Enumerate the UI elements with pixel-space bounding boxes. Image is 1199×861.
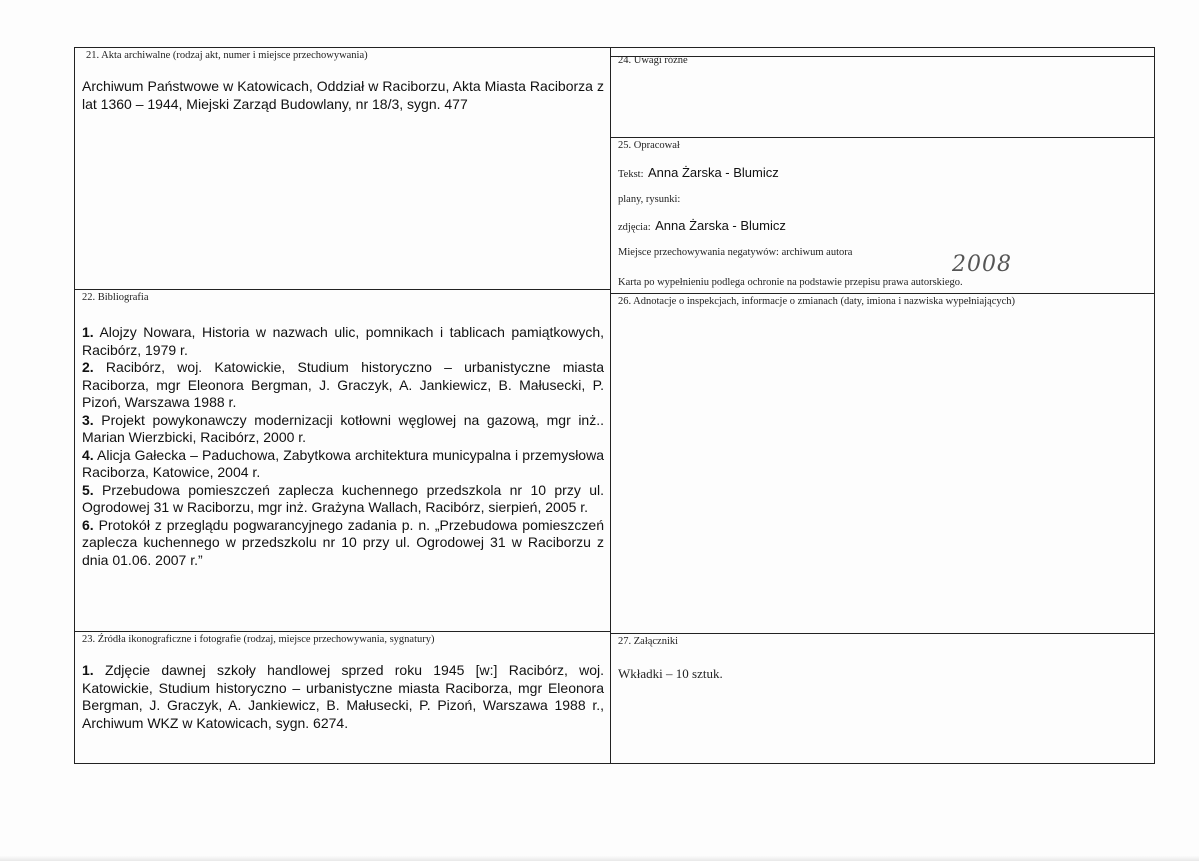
bibliography-item xyxy=(82,517,604,570)
section-25-label: 25. Opracował xyxy=(618,140,680,151)
section-23-item-text: Zdjęcie dawnej szkoły handlowej sprzed roku 1945 [w:] Racibórz, woj. Katowickie, Studium historyczno – urbanistyczne miasta Raciborza, mgr Eleonora Bergman, J. Graczyk, A. Jankiewicz, B. Małusecki, P. Pizoń, Warszawa 1988 r., Archiwum WKZ w Katowicach, sygn. 6274. xyxy=(82,662,604,731)
bibliography-item-text: Alojzy Nowara, Historia w nazwach ulic, pomnikach i tablicach pamiątkowych, Racibórz, 1979 r. xyxy=(82,324,604,358)
bibliography-item-number: 4. xyxy=(82,446,94,463)
column-divider xyxy=(610,47,611,764)
section-27-label: 27. Załączniki xyxy=(618,636,679,647)
tekst-value: Anna Żarska - Blumicz xyxy=(647,165,779,180)
section-21-text: Archiwum Państwowe w Katowicach, Oddział w Raciborzu, Akta Miasta Raciborza z lat 1360 – 1944, Miejski Zarząd Budowlany, nr 18/3, sygn. 477 xyxy=(82,78,604,112)
bibliography-item xyxy=(82,482,604,517)
bibliography-item-text: Przebudowa pomieszczeń zaplecza kuchennego przedszkola nr 10 przy ul. Ogrodowej 31 w Raciborzu, mgr inż. Grażyna Wallach, Racibórz, sierpień, 2005 r. xyxy=(82,481,604,515)
bibliography-item xyxy=(82,412,604,447)
section-22-label: 22. Bibliografia xyxy=(82,292,149,303)
section-26 xyxy=(618,295,1153,631)
section-23-item xyxy=(80,662,604,732)
copyright-note: Karta po wypełnieniu podlega ochronie na podstawie przepisu prawa autorskiego. xyxy=(618,277,963,288)
divider-26-27 xyxy=(610,633,1155,634)
zdjecia-label: zdjęcia: xyxy=(618,222,651,233)
bibliography-item-text: Protokół z przeglądu pogwarancyjnego zadania p. n. „Przebudowa pomieszczeń zaplecza kuchennego w przedszkolu nr 10 przy ul. Ogrodowej 31 w Raciborzu z dnia 01.06. 2007 r.” xyxy=(82,516,604,568)
section-24-label: 24. Uwagi różne xyxy=(618,55,688,66)
divider-25-26 xyxy=(610,293,1155,294)
section-23-label: 23. Źródła ikonograficzne i fotografie (rodzaj, miejsce przechowywania, sygnatury) xyxy=(82,634,435,645)
bibliography-item-number: 6. xyxy=(82,516,94,533)
section-27 xyxy=(618,635,1148,761)
zdjecia-value: Anna Żarska - Blumicz xyxy=(655,218,786,233)
section-26-label: 26. Adnotacje o inspekcjach, informacje o zmianach (daty, imiona i nazwiska wypełniających) xyxy=(618,296,1016,307)
bibliography-item-text: Racibórz, woj. Katowickie, Studium historyczno – urbanistyczne miasta Raciborza, mgr Eleonora Bergman, J. Graczyk, A. Jankiewicz, B. Małusecki, P. Pizoń, Warszawa 1988 r. xyxy=(82,359,604,410)
plany-label: plany, rysunki: xyxy=(618,194,681,205)
handwritten-year: 2008 xyxy=(952,252,1012,277)
negatives-storage-label: Miejsce przechowywania negatywów: archiwum autora xyxy=(618,247,853,258)
bibliography-item xyxy=(82,447,604,482)
bibliography-item-number: 3. xyxy=(82,411,94,428)
section-21 xyxy=(80,49,605,287)
section-23 xyxy=(80,633,605,761)
section-24 xyxy=(618,54,1148,134)
bibliography-item xyxy=(82,324,604,359)
tekst-label: Tekst: xyxy=(618,169,644,180)
divider-24-25 xyxy=(610,137,1155,138)
bibliography-item-number: 2. xyxy=(82,359,94,375)
attachments-text: Wkładki – 10 sztuk. xyxy=(618,666,723,681)
section-22 xyxy=(80,291,605,629)
bibliography-item-number: 5. xyxy=(82,481,94,498)
divider-21-22 xyxy=(74,289,611,290)
scan-edge xyxy=(0,855,1199,861)
tekst-row xyxy=(618,164,1148,182)
bibliography-list xyxy=(80,324,604,569)
section-25 xyxy=(618,139,1148,292)
zdjecia-row xyxy=(618,217,1148,235)
bibliography-item-text: Projekt powykonawczy modernizacji kotłowni węglowej na gazową, mgr inż.. Marian Wierzbicki, Racibórz, 2000 r. xyxy=(82,411,604,445)
bibliography-item-number: 1. xyxy=(82,324,94,340)
bibliography-item xyxy=(82,359,604,412)
section-21-label: 21. Akta archiwalne (rodzaj akt, numer i miejsce przechowywania) xyxy=(86,50,368,61)
divider-22-23 xyxy=(74,631,611,632)
section-23-item-number: 1. xyxy=(82,662,94,678)
bibliography-item-text: Alicja Gałecka – Paduchowa, Zabytkowa architektura municypalna i przemysłowa Raciborza, Katowice, 2004 r. xyxy=(82,446,604,480)
